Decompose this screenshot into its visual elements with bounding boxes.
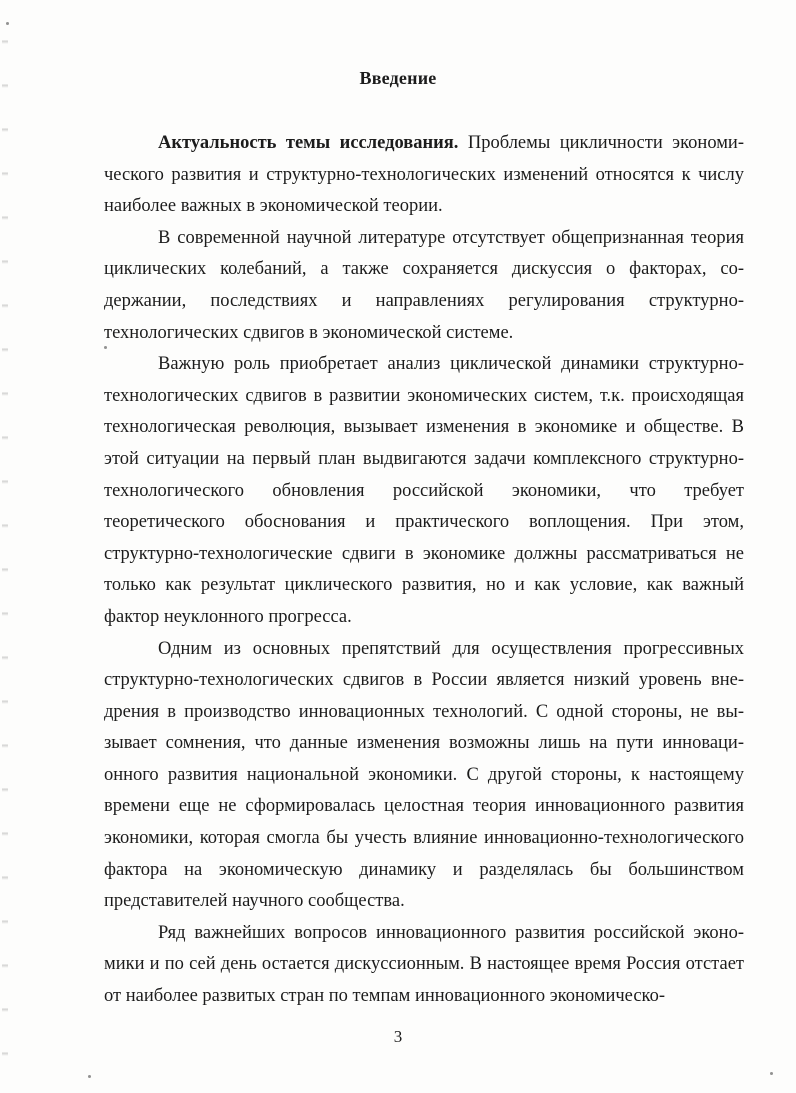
- paragraph-text: Ряд важнейших вопросов инновационного развития российской экономики и по сей день остается дискуссионным. В настоящее время Россия отстает от наиболее развитых стран по темпам инновационного экономическо-: [104, 922, 744, 1007]
- paragraph-text: В современной научной литературе отсутствует общепризнанная теория циклических колебаний, а также сохраняется дискуссия о факторах, содержании, последствиях и направлениях регулирования структурно-технологических сдвигов в экономической системе.: [104, 227, 744, 343]
- paragraph-text: Проблемы цикличности экономического развития и структурно-технологических изменений относятся к числу наиболее важных в экономической теории.: [104, 133, 745, 217]
- paragraph-text: Важную роль приобретает анализ циклической динамики структурно-технологических сдвигов в развитии экономических систем, т.к. происходящая технологическая революция, вызывает изменения в экономике и обществе. В этой ситуации на первый план выдвигаются задачи комплексного структурно-технологического обновления российской экономики, что требует теоретического обоснования и практического воплощения. При этом, структурно-технологические сдвиги в экономике должны рассматриваться не только как результат циклического развития, но и как условие, как важный фактор неуклонного прогресса.: [104, 354, 744, 627]
- paragraph-lead: Актуальность темы исследования.: [158, 133, 459, 153]
- paragraph-2: [104, 223, 744, 349]
- scan-dot-artifact: [770, 1072, 773, 1075]
- paragraph-1: [104, 128, 744, 223]
- page-number: 3: [393, 1027, 403, 1046]
- scan-dot-artifact: [6, 22, 9, 25]
- paragraph-3: [104, 349, 744, 633]
- scan-edge-artifact: [2, 0, 8, 1093]
- scan-dot-artifact: [88, 1075, 91, 1078]
- paragraph-5: [104, 918, 744, 1013]
- paragraph-text: Одним из основных препятствий для осуществления прогрессивных структурно-технологических сдвигов в России является низкий уровень внедрения в производство инновационных технологий. С одной стороны, не вызывает сомнения, что данные изменения возможны лишь на пути инновационного развития национальной экономики. С другой стороны, к настоящему времени еще не сформировалась целостная теория инновационного развития экономики, которая смогла бы учесть влияние инновационно-технологического фактора на экономическую динамику и разделялась бы большинством представителей научного сообщества.: [104, 638, 744, 912]
- paragraph-4: [104, 634, 744, 918]
- section-title: Введение: [359, 68, 437, 88]
- document-body: [104, 128, 744, 1013]
